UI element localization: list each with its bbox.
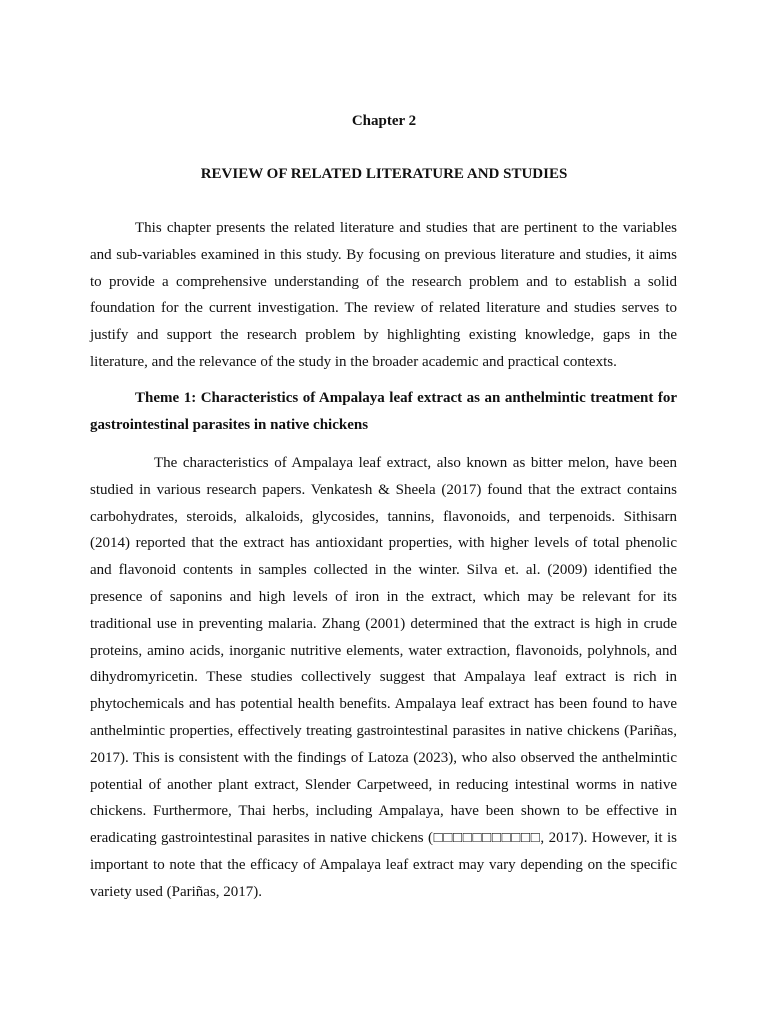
chapter-label: Chapter 2 bbox=[351, 113, 417, 129]
theme-paragraph: The characteristics of Ampalaya leaf extract, also known as bitter melon, have been studied in various research papers. Venkatesh & Sheela (2017) found that the extract contains carbohydrates, steroids, alkaloids, glycosides, tannins, flavonoids, and terpenoids. Sithisarn (2014) reported that the extract has antioxidant properties, with higher levels of total phenolic and flavonoid contents in samples collected in the winter. Silva et. al. (2009) identified the presence of saponins and high levels of iron in the extract, which may be relevant for its traditional use in preventing malaria. Zhang (2001) determined that the extract is high in crude proteins, amino acids, inorganic nutritive elements, water extraction, flavonoids, polyhnols, and dihydromyricetin. These studies collectively suggest that Ampalaya leaf extract is rich in phytochemicals and has potential health benefits. Ampalaya leaf extract has been found to have anthelmintic properties, effectively treating gastrointestinal parasites in native chickens (Pariñas, 2017). This is consistent with the findings of Latoza (2023), who also observed the anthelmintic potential of another plant extract, Slender Carpetweed, in reducing intestinal worms in native chickens. Furthermore, Thai herbs, including Ampalaya, have been shown to be effective in eradicating gastrointestinal parasites in native chickens (□□□□□□□□□□□, 2017). However, it is important to note that the efficacy of Ampalaya leaf extract may vary depending on the specific variety used (Pariñas, 2017). bbox=[90, 455, 677, 900]
intro-paragraph: This chapter presents the related literature and studies that are pertinent to the variables and sub-variables examined in this study. By focusing on previous literature and studies, it aims to provide a comprehensive understanding of the research problem and to establish a solid foundation for the current investigation. The review of related literature and studies serves to justify and support the research problem by highlighting existing knowledge, gaps in the literature, and the relevance of the study in the broader academic and practical contexts. bbox=[90, 220, 677, 370]
chapter-title: REVIEW OF RELATED LITERATURE AND STUDIES bbox=[200, 166, 568, 182]
theme-heading: Theme 1: Characteristics of Ampalaya leaf extract as an anthelmintic treatment for gastrointestinal parasites in native chickens bbox=[90, 390, 677, 433]
